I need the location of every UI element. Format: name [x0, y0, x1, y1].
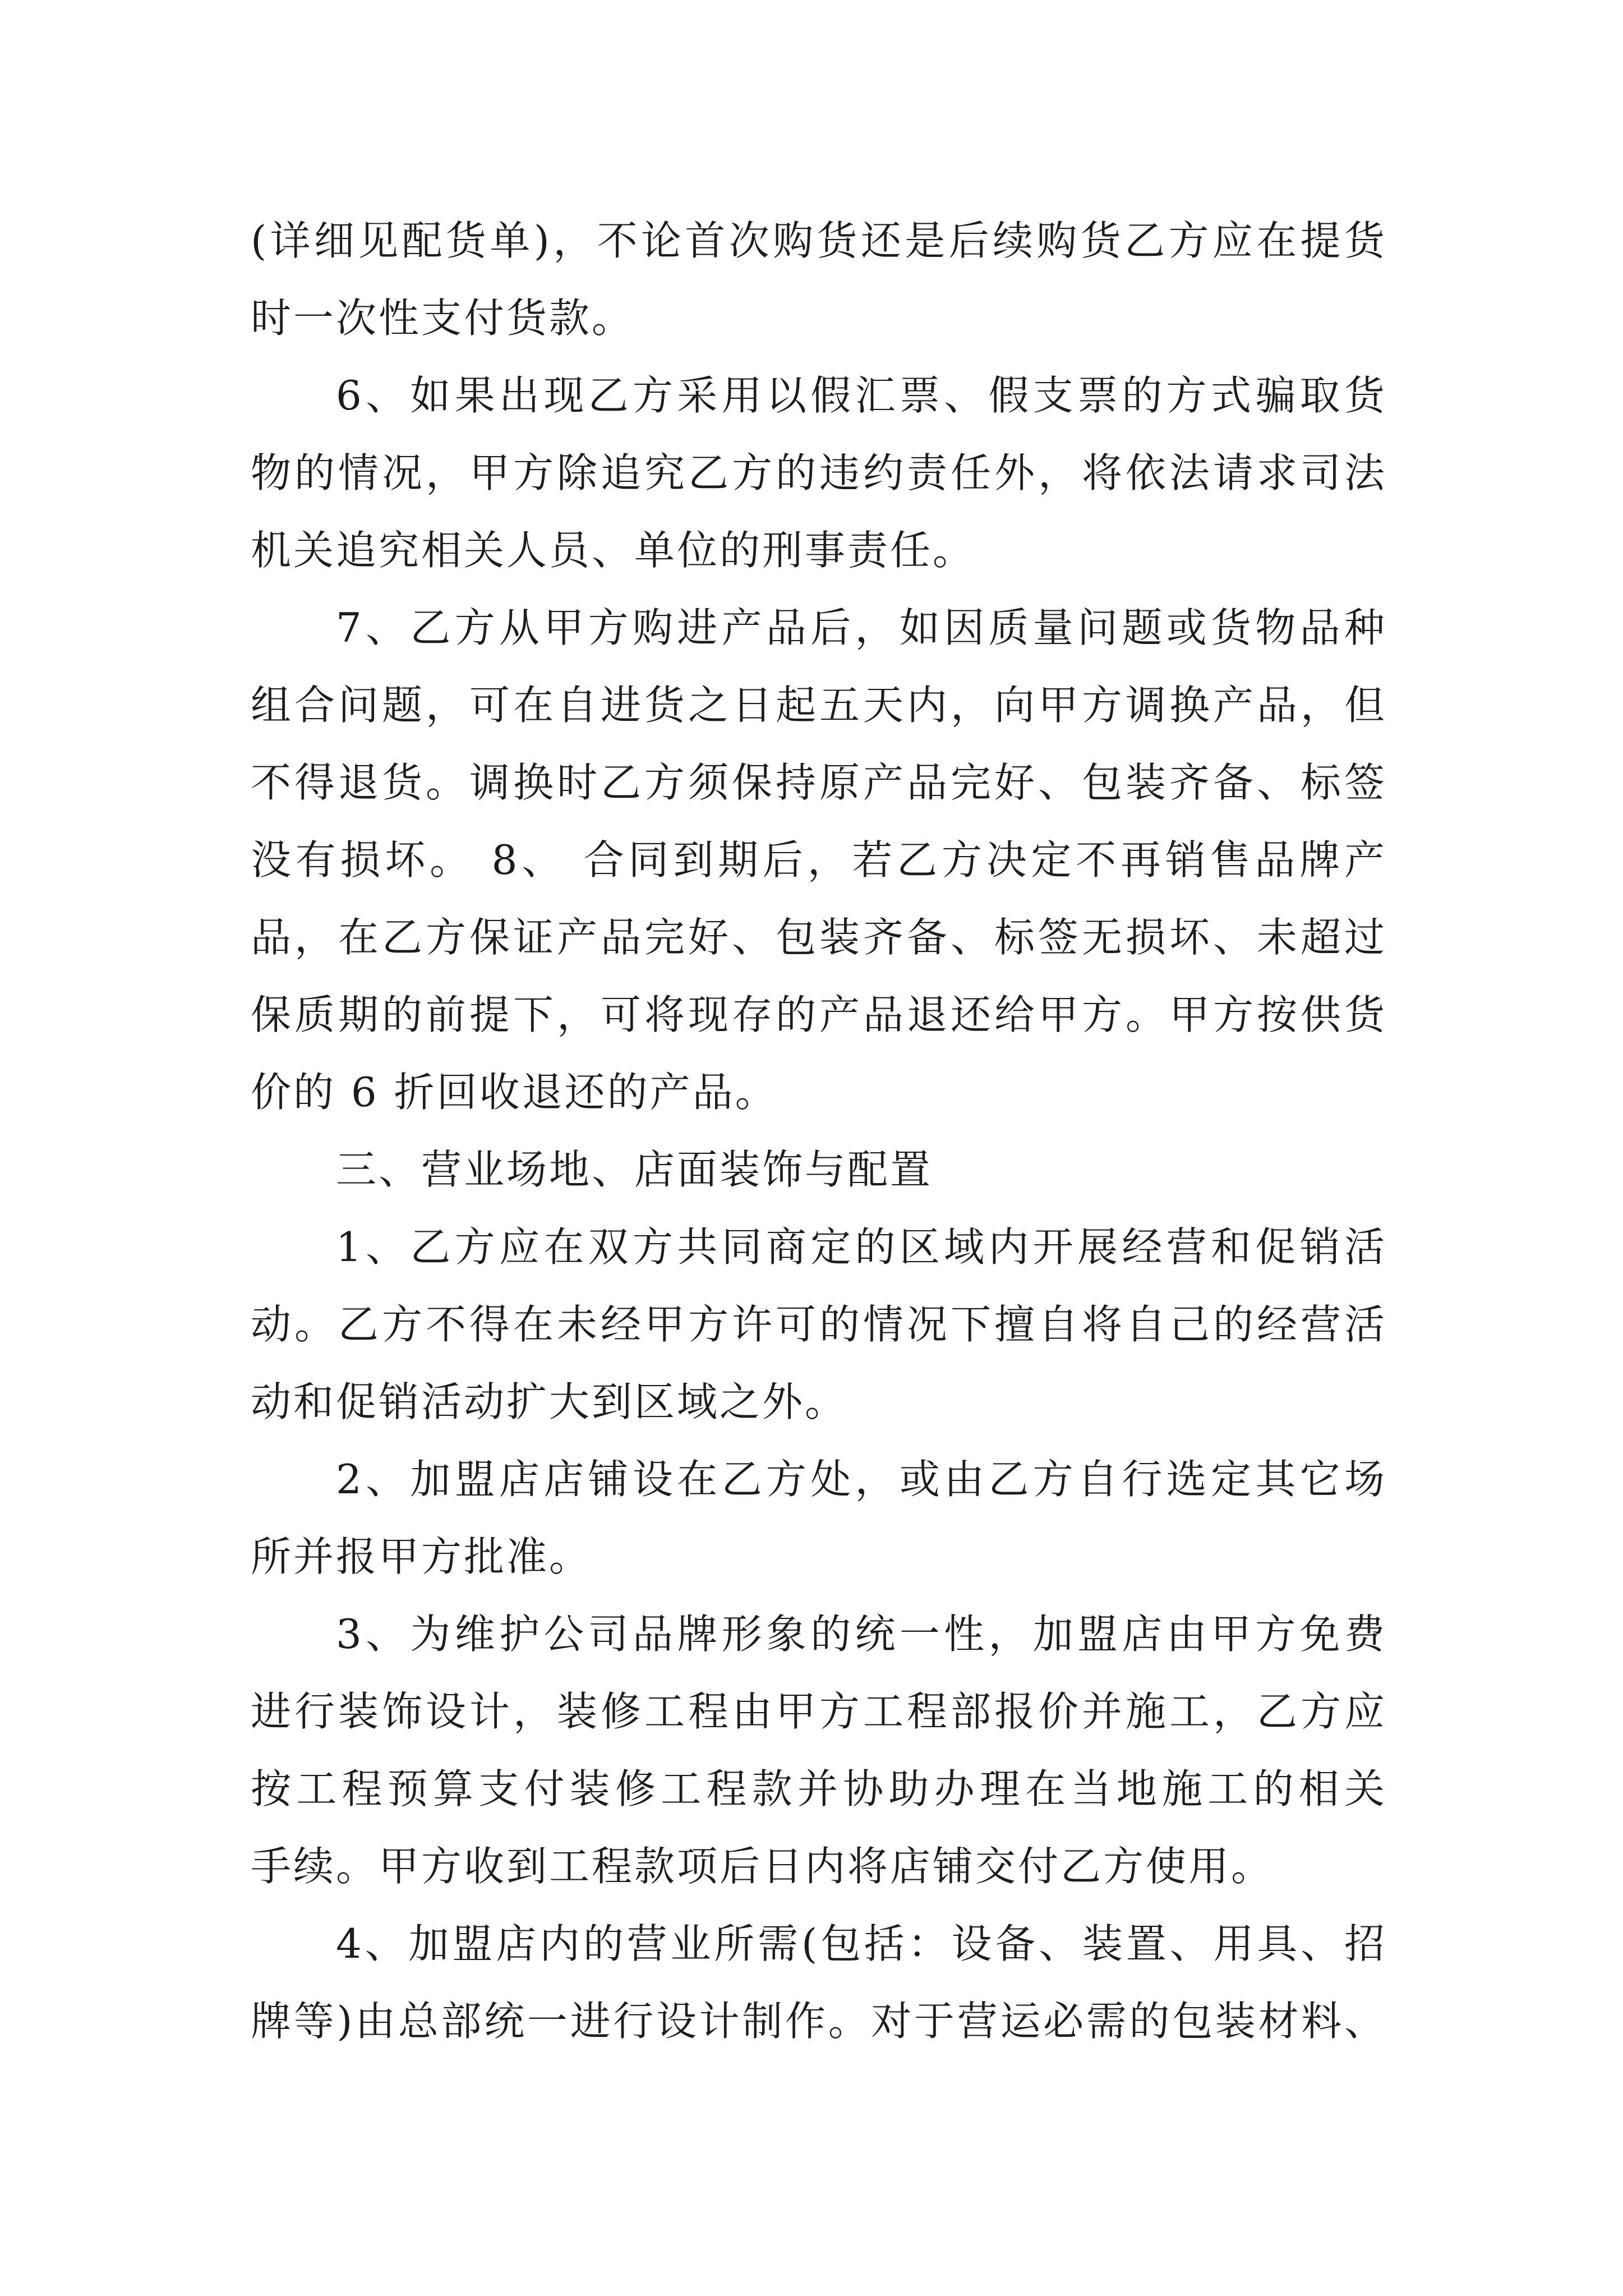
document-body: [251, 202, 1387, 2060]
paragraph-clause-6: [251, 357, 1387, 589]
paragraph-clause-7-8: [251, 589, 1387, 1131]
paragraph-section3-clause-1: [251, 1208, 1387, 1441]
text-line: 机关追究相关人员、单位的刑事责任。: [251, 527, 976, 574]
text-line: 4、加盟店内的营业所需(包括：设备、装置、用具、招: [336, 1920, 1387, 1967]
text-line: 手续。甲方收到工程款项后日内将店铺交付乙方使用。: [251, 1843, 1274, 1890]
paragraph-payment-continued: [251, 202, 1387, 357]
text-line: 1、乙方应在双方共同商定的区域内开展经营和促销活: [336, 1223, 1387, 1271]
section-heading: [251, 1131, 1387, 1208]
text-line: 3、为维护公司品牌形象的统一性，加盟店由甲方免费: [336, 1611, 1387, 1658]
text-line: 物的情况，甲方除追究乙方的违约责任外，将依法请求司法: [251, 449, 1387, 496]
text-line: 组合问题，可在自进货之日起五天内，向甲方调换产品，但: [251, 682, 1387, 729]
section-heading-text: 三、营业场地、店面装饰与配置: [336, 1146, 933, 1193]
text-line: 2、加盟店店铺设在乙方处，或由乙方自行选定其它场: [336, 1456, 1387, 1503]
text-line: 价的 6 折回收退还的产品。: [251, 1069, 778, 1116]
text-line: (详细见配货单)，不论首次购货还是后续购货乙方应在提货: [251, 217, 1387, 264]
text-line: 时一次性支付货款。: [251, 295, 635, 342]
paragraph-section3-clause-3: [251, 1595, 1387, 1905]
text-line: 不得退货。调换时乙方须保持原产品完好、包装齐备、标签: [251, 759, 1387, 806]
text-line: 7、乙方从甲方购进产品后，如因质量问题或货物品种: [336, 604, 1387, 651]
paragraph-section3-clause-4: [251, 1905, 1387, 2060]
text-line: 6、如果出现乙方采用以假汇票、假支票的方式骗取货: [336, 372, 1387, 419]
text-line: 牌等)由总部统一进行设计制作。对于营运必需的包装材料、: [251, 1998, 1387, 2045]
text-line: 动和促销活动扩大到区域之外。: [251, 1378, 848, 1425]
text-line: 品，在乙方保证产品完好、包装齐备、标签无损坏、未超过: [251, 914, 1387, 961]
text-line: 没有损坏。 8、 合同到期后，若乙方决定不再销售品牌产: [251, 836, 1387, 884]
text-line: 按工程预算支付装修工程款并协助办理在当地施工的相关: [251, 1765, 1387, 1812]
text-line: 保质期的前提下，可将现存的产品退还给甲方。甲方按供货: [251, 991, 1387, 1038]
text-line: 所并报甲方批准。: [251, 1533, 592, 1580]
text-line: 动。乙方不得在未经甲方许可的情况下擅自将自己的经营活: [251, 1301, 1387, 1348]
text-line: 进行装饰设计，装修工程由甲方工程部报价并施工，乙方应: [251, 1688, 1387, 1735]
paragraph-section3-clause-2: [251, 1441, 1387, 1595]
